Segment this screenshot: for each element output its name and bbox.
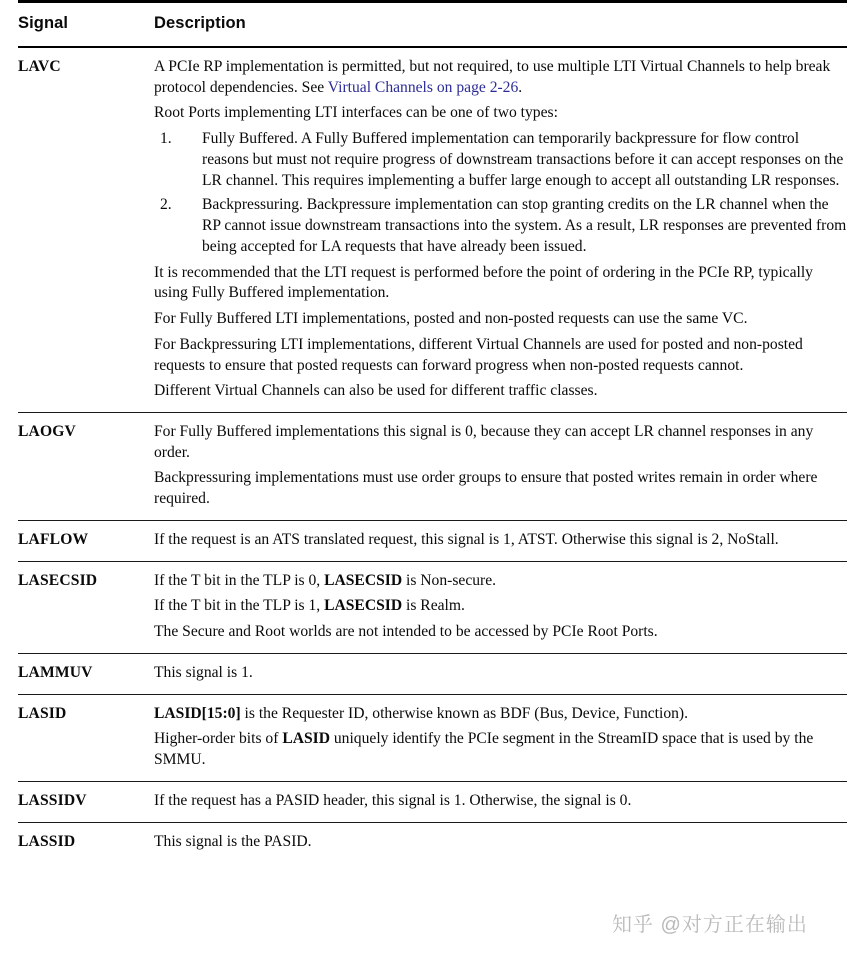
signal-description: [154, 47, 847, 413]
signal-name: LASECSID: [18, 561, 154, 653]
description-paragraph: If the request has a PASID header, this signal is 1. Otherwise, the signal is 0.: [154, 791, 632, 809]
list-item-number: 2.: [160, 196, 172, 214]
signal-description: [154, 781, 847, 822]
description-paragraph: [154, 729, 847, 770]
signal-name: LAVC: [18, 47, 154, 413]
description-paragraph: [154, 704, 847, 725]
description-paragraph: If the request is an ATS translated request, this signal is 1, ATST. Otherwise this signal is 2, NoStall.: [154, 530, 779, 548]
table-header-row: [18, 2, 847, 48]
paragraph-text-post: is the Requester ID, otherwise known as BDF (Bus, Device, Function).: [240, 704, 689, 722]
signal-description: [154, 520, 847, 561]
paragraph-text-post: uniquely identify the PCIe segment in the StreamID space that is used by the SMMU.: [154, 730, 814, 769]
paragraph-text-post: is Non-secure.: [402, 571, 497, 589]
description-paragraph: For Backpressuring LTI implementations, different Virtual Channels are used for posted and non-posted requests to ensure that posted requests can forward progress when non-posted requests cannot.: [154, 335, 803, 374]
description-paragraph: Backpressuring implementations must use order groups to ensure that posted writes remain in order where required.: [154, 469, 818, 508]
description-paragraph: The Secure and Root worlds are not intended to be accessed by PCIe Root Ports.: [154, 623, 658, 641]
column-header-description: Description: [154, 2, 847, 48]
paragraph-text-pre: If the T bit in the TLP is 1,: [154, 597, 325, 615]
description-paragraph: [154, 57, 847, 98]
description-paragraph: This signal is 1.: [154, 663, 253, 681]
cross-reference-link[interactable]: Virtual Channels: [327, 78, 433, 96]
inline-signal-name: LASECSID: [324, 597, 403, 615]
signal-description: [154, 561, 847, 653]
signal-description: [154, 653, 847, 694]
paragraph-text-pre: If the T bit in the TLP is 0,: [154, 571, 325, 589]
table-row: [18, 822, 847, 862]
paragraph-text-post: is Realm.: [402, 597, 465, 615]
description-paragraph: Root Ports implementing LTI interfaces can be one of two types:: [154, 104, 558, 122]
table-body: [18, 47, 847, 862]
table-row: [18, 520, 847, 561]
description-paragraph: [154, 571, 847, 592]
inline-signal-name: LASID: [282, 730, 330, 748]
signal-name: LASSIDV: [18, 781, 154, 822]
column-header-signal: Signal: [18, 2, 154, 48]
table-row: [18, 47, 847, 413]
signal-name: LASID: [18, 694, 154, 781]
numbered-list-item: [154, 129, 847, 191]
signal-name: LAFLOW: [18, 520, 154, 561]
table-row: [18, 413, 847, 521]
numbered-list-item: [154, 195, 847, 257]
signal-description: [154, 694, 847, 781]
inline-signal-name: LASECSID: [324, 571, 403, 589]
signal-name: LASSID: [18, 832, 76, 850]
signal-name: LAOGV: [18, 413, 154, 521]
signal-name: LAMMUV: [18, 653, 154, 694]
numbered-list: [154, 129, 847, 257]
signal-description: [154, 413, 847, 521]
cross-reference-page: on page 2-26: [432, 78, 519, 96]
list-item-text: Backpressuring. Backpressure implementation can stop granting credits on the LR channel when the RP cannot issue downstream transactions into the system. As a result, LR responses are prevented from being accepted for LA requests that have already been issued.: [202, 196, 847, 255]
table-row: [18, 694, 847, 781]
paragraph-lead-text: A PCIe RP implementation is permitted, but not required, to use multiple LTI Virtual Channels to help break protocol dependencies. See: [154, 58, 831, 96]
description-paragraph: This signal is the PASID.: [154, 832, 312, 850]
signal-description: [154, 822, 847, 862]
table-header: [18, 2, 847, 48]
signal-description-table: [18, 0, 847, 862]
paragraph-text-pre: Higher-order bits of: [154, 730, 283, 748]
description-paragraph: It is recommended that the LTI request is performed before the point of ordering in the PCIe RP, typically using Fully Buffered implementation.: [154, 263, 813, 302]
list-item-text: Fully Buffered. A Fully Buffered implementation can temporarily backpressure for flow control reasons but must not require progress of downstream transactions before it can accept responses on the LR channel. This requires implementing a buffer large enough to accept all outstanding LR responses.: [202, 130, 844, 189]
inline-signal-name: LASID[15:0]: [154, 704, 241, 722]
table-row: [18, 561, 847, 653]
paragraph-end-text: .: [518, 78, 523, 96]
list-item-number: 1.: [160, 130, 172, 148]
watermark: 知乎 @对方正在输出: [612, 914, 808, 936]
table-row: [18, 653, 847, 694]
description-paragraph: For Fully Buffered implementations this signal is 0, because they can accept LR channel responses in any order.: [154, 423, 814, 461]
description-paragraph: Different Virtual Channels can also be used for different traffic classes.: [154, 382, 598, 400]
description-paragraph: [154, 596, 847, 617]
description-paragraph: For Fully Buffered LTI implementations, posted and non-posted requests can use the same VC.: [154, 310, 748, 328]
table-row: [18, 781, 847, 822]
